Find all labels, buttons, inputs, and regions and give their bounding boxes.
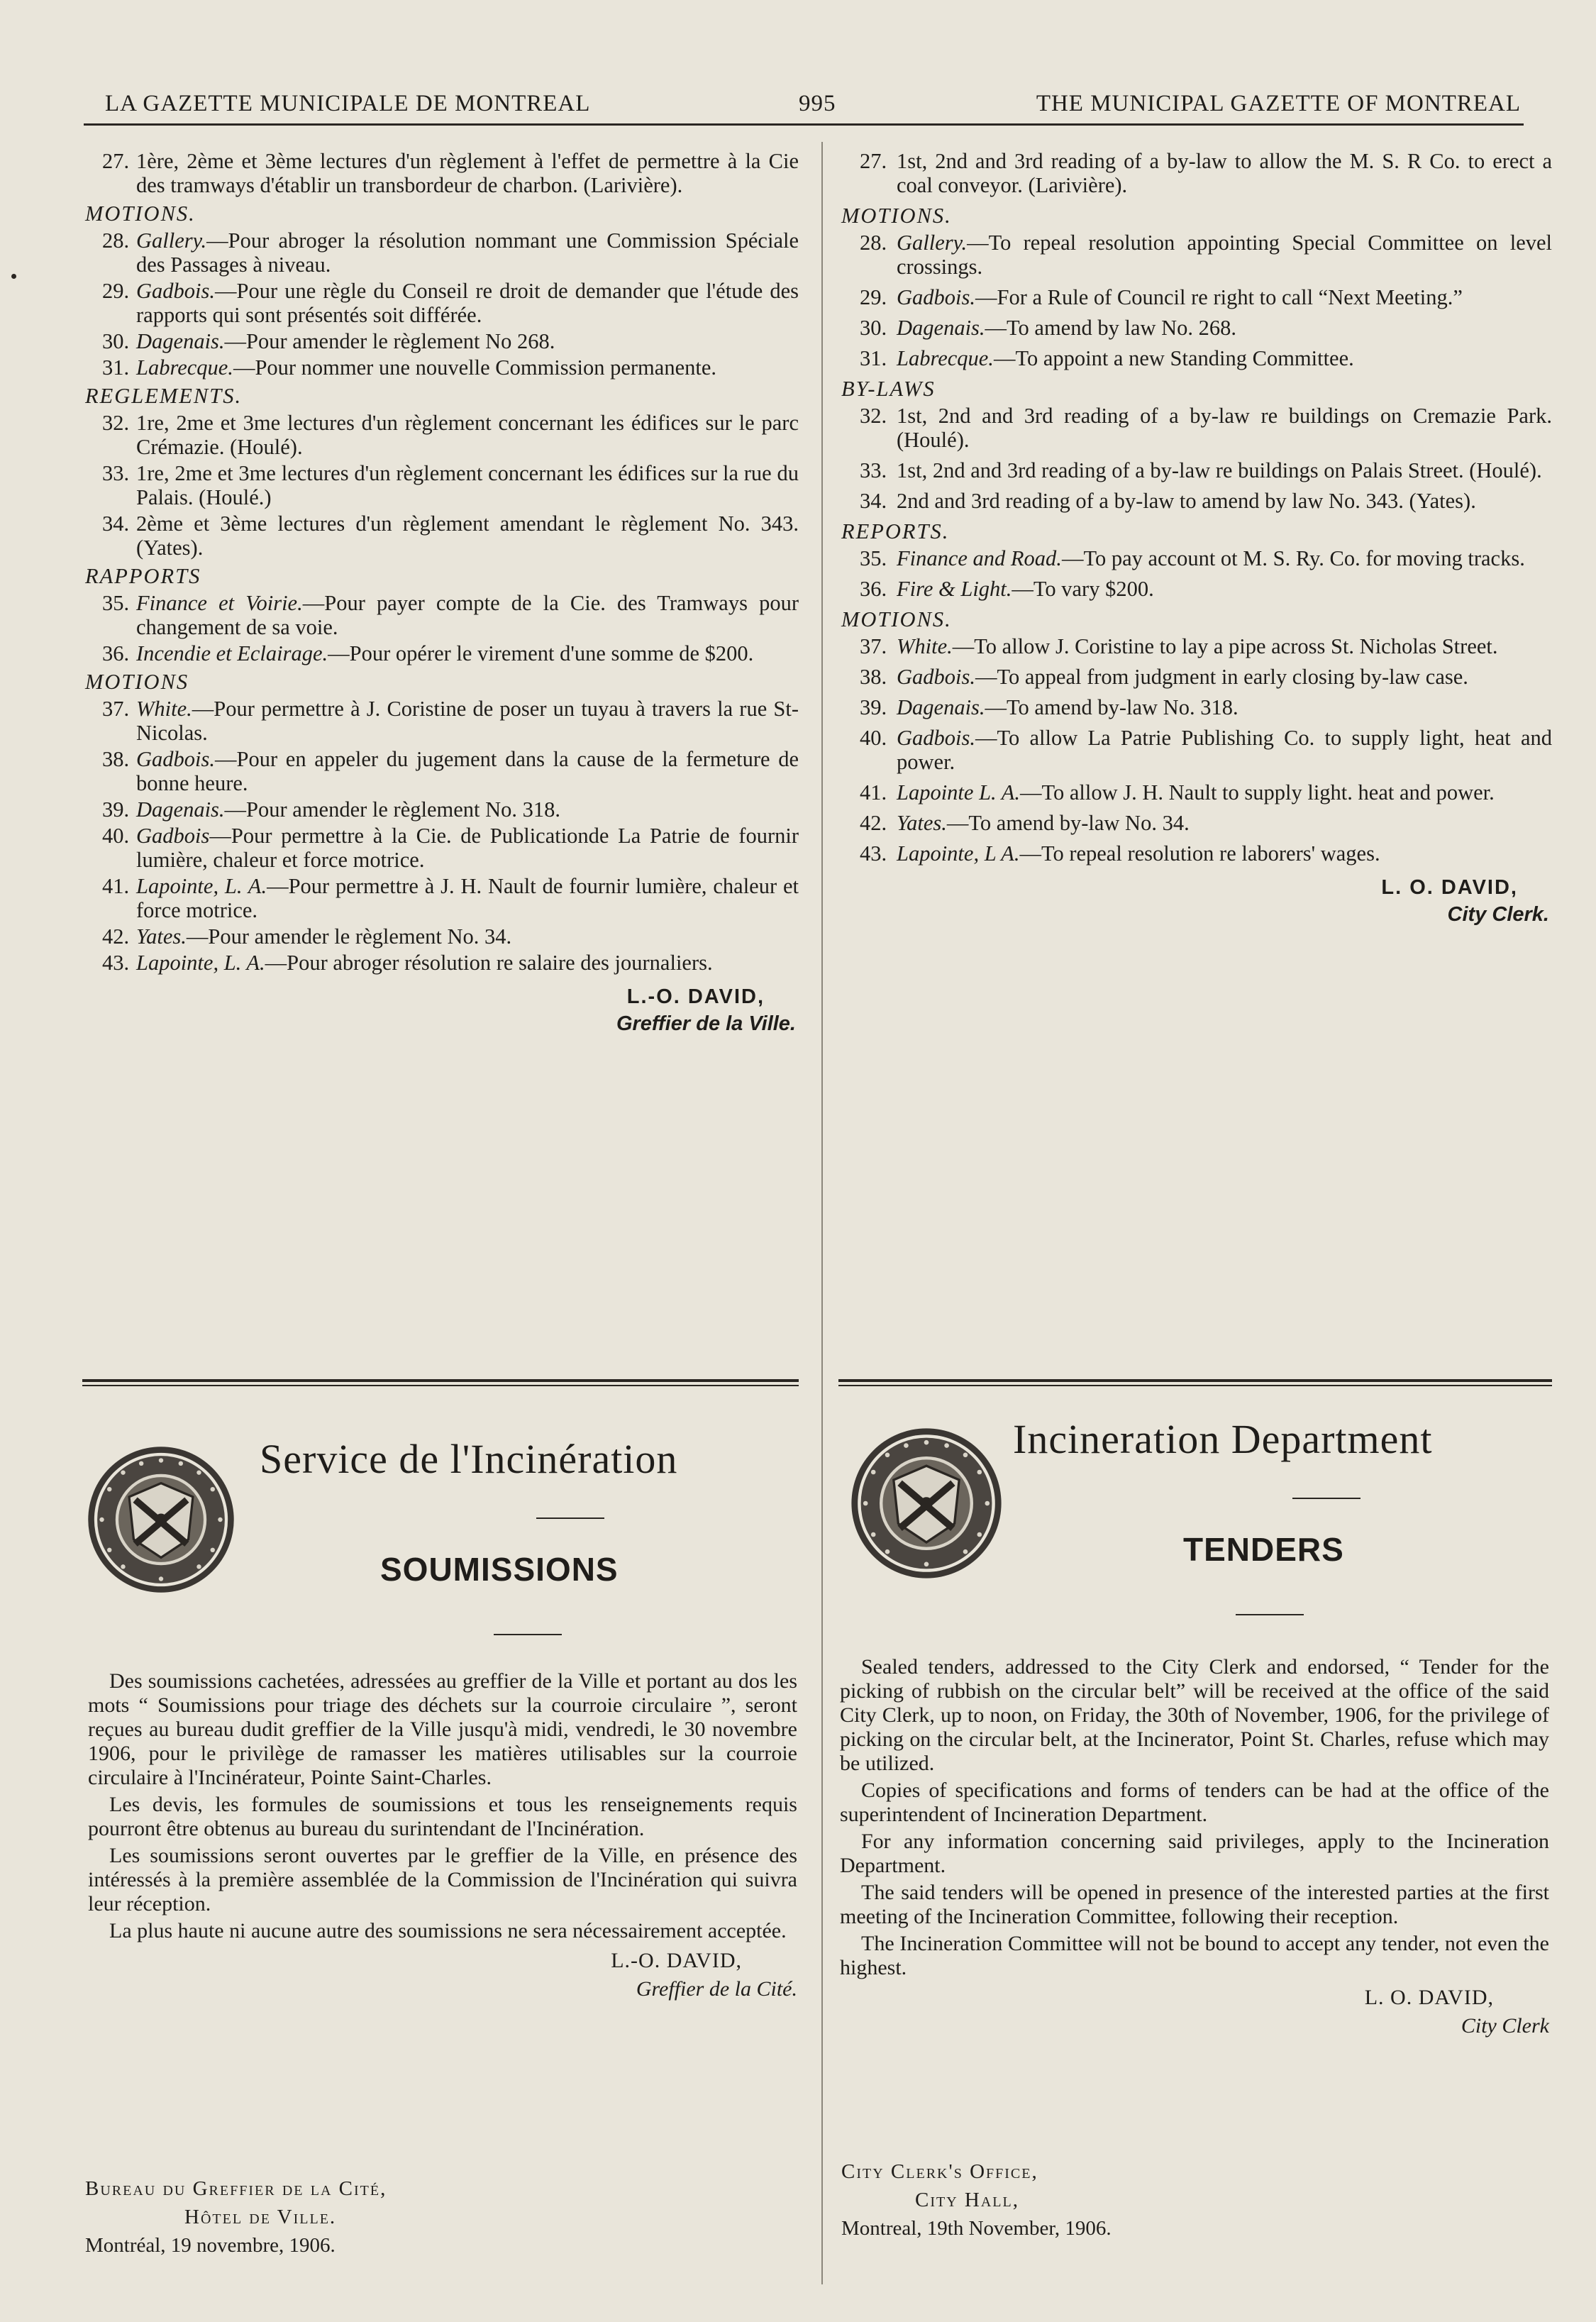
item-text bbox=[126, 355, 799, 380]
councillor-name: Incendie et Eclairage. bbox=[136, 641, 328, 665]
item-body: —Pour permettre à la Cie. de Publicationde La Patrie de fournir lumière, chaleur et force motrice. bbox=[136, 824, 799, 872]
en-notice-paragraph: Sealed tenders, addressed to the City Clerk and endorsed, “ Tender for the picking of rubbish on the circular belt” will be received at the office of the said City Clerk, up to noon, on Friday, the 30th of November, 1906, for the privilege of picking on the circular belt, at the Incinerator, Point St. Charles, refuse which may be utilized. bbox=[840, 1655, 1549, 1775]
item-body: 2ème et 3ème lectures d'un règlement amendant le règlement No. 343. (Yates). bbox=[136, 512, 799, 560]
fr-signature-name: L.-O. DAVID, bbox=[626, 985, 765, 1008]
agenda-item bbox=[81, 329, 799, 353]
agenda-item bbox=[81, 279, 799, 327]
fr-motions-list bbox=[81, 228, 799, 380]
agenda-item bbox=[837, 811, 1552, 835]
item-body: 1st, 2nd and 3rd reading of a by-law to allow the M. S. R Co. to erect a coal conveyor. (Larivière). bbox=[897, 149, 1552, 197]
fr-signature bbox=[81, 985, 799, 1036]
french-column bbox=[81, 149, 799, 1036]
fr-notice-signature-name: L.-O. DAVID, bbox=[611, 1949, 742, 1972]
en-motions2-heading: MOTIONS. bbox=[841, 607, 952, 631]
agenda-item bbox=[81, 697, 799, 745]
en-double-rule bbox=[838, 1379, 1552, 1386]
fr-notice-signature-title: Greffier de la Cité. bbox=[636, 1977, 797, 2001]
item-body: —Pour amender le règlement No. 318. bbox=[224, 797, 561, 822]
item-text bbox=[887, 577, 1552, 601]
item-text bbox=[126, 874, 799, 922]
item-number: 41. bbox=[860, 780, 887, 805]
item-number: 37. bbox=[860, 634, 887, 658]
item-number: 36. bbox=[860, 577, 887, 601]
item-number: 35. bbox=[860, 546, 887, 570]
item-body: —To appoint a new Standing Committee. bbox=[993, 346, 1354, 370]
item-body: —Pour abroger résolution re salaire des journaliers. bbox=[265, 951, 713, 975]
fr-motions-heading: MOTIONS. bbox=[85, 201, 196, 226]
item-body: —Pour payer compte de la Cie. des Tramways pour changement de sa voie. bbox=[136, 591, 799, 639]
header-title-fr: LA GAZETTE MUNICIPALE DE MONTREAL bbox=[105, 91, 591, 116]
en-notice-signature-title: City Clerk bbox=[1461, 2014, 1549, 2038]
agenda-item bbox=[81, 797, 799, 822]
page-number: 995 bbox=[799, 91, 836, 116]
item-text bbox=[887, 811, 1552, 835]
item-number: 33. bbox=[860, 458, 887, 482]
agenda-item bbox=[81, 228, 799, 277]
item-number: 28. bbox=[102, 228, 130, 253]
agenda-item bbox=[837, 695, 1552, 719]
councillor-name: Labrecque. bbox=[897, 346, 994, 370]
councillor-name: Gadbois. bbox=[897, 726, 975, 750]
en-notice-paragraph: The Incineration Committee will not be bound to accept any tender, not even the highest. bbox=[840, 1932, 1549, 1979]
item-text bbox=[887, 489, 1552, 513]
item-body: —To allow J. Coristine to lay a pipe across St. Nicholas Street. bbox=[952, 634, 1498, 658]
item-body: —Pour amender le règlement No. 34. bbox=[186, 924, 512, 949]
item-text bbox=[126, 279, 799, 327]
agenda-item bbox=[837, 546, 1552, 570]
item-number: 36. bbox=[102, 641, 130, 665]
item-body: —Pour une règle du Conseil re droit de demander que l'étude des rapports qui sont présentés soit différée. bbox=[136, 279, 799, 327]
item-number: 32. bbox=[860, 404, 887, 428]
agenda-item bbox=[837, 841, 1552, 866]
city-seal-icon bbox=[85, 1444, 237, 1596]
agenda-item bbox=[837, 285, 1552, 309]
en-notice-paragraph: The said tenders will be opened in presence of the interested parties at the first meeting of the Incineration Committee, following their reception. bbox=[840, 1881, 1549, 1928]
fr-office-line: Bureau du Greffier de la Cité, bbox=[85, 2177, 387, 2200]
fr-subtitle-rule bbox=[494, 1634, 562, 1635]
item-text bbox=[887, 404, 1552, 452]
item-text bbox=[126, 797, 799, 822]
item-body: —Pour amender le règlement No 268. bbox=[224, 329, 555, 353]
item-number: 34. bbox=[102, 512, 130, 536]
item-body: 1st, 2nd and 3rd reading of a by-law re buildings on Palais Street. (Houlé). bbox=[897, 458, 1542, 482]
item-text bbox=[126, 149, 799, 197]
councillor-name: Fire & Light. bbox=[897, 577, 1012, 601]
agenda-item bbox=[837, 665, 1552, 689]
fr-notice-paragraph: Les soumissions seront ouvertes par le greffier de la Ville, en présence des intéressés à la première assemblée de la Commission de l'Incinération qui suivra leur réception. bbox=[88, 1844, 797, 1915]
fr-notice-paragraph: La plus haute ni aucune autre des soumissions ne sera nécessairement acceptée. bbox=[109, 1919, 787, 1942]
councillor-name: Lapointe, L A. bbox=[897, 841, 1020, 866]
item-number: 40. bbox=[102, 824, 130, 848]
item-text bbox=[126, 697, 799, 745]
item-number: 28. bbox=[860, 231, 887, 255]
councillor-name: Yates. bbox=[136, 924, 187, 949]
en-notice-signature bbox=[840, 1986, 1549, 2038]
en-notice-subtitle: TENDERS bbox=[1183, 1531, 1344, 1568]
agenda-item bbox=[837, 780, 1552, 805]
item-text bbox=[126, 461, 799, 509]
item-body: —To amend by-law No. 318. bbox=[985, 695, 1238, 719]
item-body: 1re, 2me et 3me lectures d'un règlement concernant les édifices sur la rue du Palais. (Houlé.) bbox=[136, 461, 799, 509]
agenda-item bbox=[81, 951, 799, 975]
en-signature-title: City Clerk. bbox=[1447, 903, 1549, 926]
councillor-name: Gallery. bbox=[897, 231, 968, 255]
en-motions2-list bbox=[837, 634, 1552, 866]
councillor-name: Gadbois. bbox=[897, 285, 975, 309]
item-body: —To vary $200. bbox=[1012, 577, 1154, 601]
item-body: —Pour nommer une nouvelle Commission permanente. bbox=[233, 355, 716, 380]
item-number: 41. bbox=[102, 874, 130, 898]
agenda-item bbox=[837, 489, 1552, 513]
city-seal-icon bbox=[848, 1425, 1004, 1581]
item-text bbox=[887, 841, 1552, 866]
item-number: 43. bbox=[860, 841, 887, 866]
agenda-item bbox=[837, 346, 1552, 370]
item-text bbox=[126, 591, 799, 639]
en-reports-list bbox=[837, 546, 1552, 601]
item-number: 27. bbox=[102, 149, 130, 173]
en-office-date: Montreal, 19th November, 1906. bbox=[841, 2217, 1112, 2240]
en-notice-signature-name: L. O. DAVID, bbox=[1364, 1986, 1494, 2009]
item-body: —To allow J. H. Nault to supply light. heat and power. bbox=[1020, 780, 1495, 805]
fr-notice-subtitle: SOUMISSIONS bbox=[380, 1551, 619, 1588]
item-body: —Pour en appeler du jugement dans la cause de la fermeture de bonne heure. bbox=[136, 747, 799, 795]
en-notice-paragraph: For any information concerning said privileges, apply to the Incineration Department. bbox=[840, 1830, 1549, 1877]
en-motions-list bbox=[837, 231, 1552, 370]
item-body: —Pour abroger la résolution nommant une Commission Spéciale des Passages à niveau. bbox=[136, 228, 799, 277]
agenda-item bbox=[81, 411, 799, 459]
item-text bbox=[126, 641, 799, 665]
item-number: 43. bbox=[102, 951, 130, 975]
item-number: 35. bbox=[102, 591, 130, 615]
running-header bbox=[105, 91, 1521, 119]
item-text bbox=[126, 924, 799, 949]
en-bylaws-list bbox=[837, 404, 1552, 513]
agenda-item bbox=[81, 924, 799, 949]
item-number: 39. bbox=[860, 695, 887, 719]
councillor-name: Yates. bbox=[897, 811, 947, 835]
item-body: —To amend by law No. 268. bbox=[985, 316, 1237, 340]
en-reports-heading: REPORTS. bbox=[841, 519, 950, 543]
header-rule bbox=[84, 123, 1524, 126]
item-number: 38. bbox=[860, 665, 887, 689]
fr-motions2-heading: MOTIONS bbox=[85, 670, 189, 694]
councillor-name: Lapointe L. A. bbox=[897, 780, 1020, 805]
agenda-item bbox=[81, 512, 799, 560]
item-body: —For a Rule of Council re right to call “Next Meeting.” bbox=[975, 285, 1463, 309]
en-notice-body bbox=[840, 1655, 1549, 2038]
fr-reglements-heading: REGLEMENTS. bbox=[85, 384, 243, 408]
en-notice-paragraph: Copies of specifications and forms of tenders can be had at the office of the superintendent of Incineration Department. bbox=[840, 1779, 1549, 1826]
item-number: 38. bbox=[102, 747, 130, 771]
item-text bbox=[126, 747, 799, 795]
fr-office-line: Hôtel de Ville. bbox=[184, 2206, 337, 2228]
councillor-name: White. bbox=[897, 634, 953, 658]
item-body: 1re, 2me et 3me lectures d'un règlement concernant les édifices sur le parc Crémazie. (Houlé). bbox=[136, 411, 799, 459]
fr-office-date: Montréal, 19 novembre, 1906. bbox=[85, 2234, 336, 2257]
agenda-item bbox=[837, 149, 1552, 197]
en-title-rule bbox=[1292, 1498, 1361, 1499]
agenda-item bbox=[81, 641, 799, 665]
fr-office-address bbox=[85, 2174, 387, 2260]
en-intro-list bbox=[837, 149, 1552, 197]
councillor-name: Gadbois bbox=[136, 824, 210, 848]
column-divider bbox=[821, 142, 823, 2284]
agenda-item bbox=[81, 874, 799, 922]
item-text bbox=[887, 726, 1552, 774]
en-notice-title: Incineration Department bbox=[1013, 1416, 1433, 1462]
item-number: 31. bbox=[102, 355, 130, 380]
councillor-name: Lapointe, L. A. bbox=[136, 951, 265, 975]
en-signature-name: L. O. DAVID, bbox=[1381, 876, 1518, 899]
en-signature bbox=[837, 875, 1552, 927]
fr-signature-title: Greffier de la Ville. bbox=[616, 1012, 796, 1035]
item-number: 30. bbox=[860, 316, 887, 340]
header-title-en: THE MUNICIPAL GAZETTE OF MONTREAL bbox=[1036, 91, 1521, 116]
item-body: —Pour opérer le virement d'une somme de $200. bbox=[328, 641, 754, 665]
councillor-name: Labrecque. bbox=[136, 355, 233, 380]
item-text bbox=[126, 228, 799, 277]
en-office-line: City Clerk's Office, bbox=[841, 2160, 1038, 2183]
item-text bbox=[887, 285, 1552, 309]
item-text bbox=[887, 346, 1552, 370]
en-bylaws-heading: BY-LAWS bbox=[841, 377, 936, 401]
item-body: 1ère, 2ème et 3ème lectures d'un règlement à l'effet de permettre à la Cie des tramways d'établir un transbordeur de charbon. (Larivière). bbox=[136, 149, 799, 197]
agenda-item bbox=[81, 824, 799, 872]
item-body: —To repeal resolution appointing Special Committee on level crossings. bbox=[897, 231, 1552, 279]
fr-double-rule bbox=[82, 1379, 799, 1386]
item-body: —To pay account ot M. S. Ry. Co. for moving tracks. bbox=[1061, 546, 1525, 570]
item-body: —Pour permettre à J. H. Nault de fournir lumière, chaleur et force motrice. bbox=[136, 874, 799, 922]
agenda-item bbox=[81, 149, 799, 197]
en-subtitle-rule bbox=[1236, 1614, 1304, 1615]
item-number: 39. bbox=[102, 797, 130, 822]
fr-motions2-list bbox=[81, 697, 799, 975]
agenda-item bbox=[837, 231, 1552, 279]
item-number: 29. bbox=[860, 285, 887, 309]
fr-intro-list bbox=[81, 149, 799, 197]
item-number: 27. bbox=[860, 149, 887, 173]
item-text bbox=[126, 329, 799, 353]
item-text bbox=[887, 316, 1552, 340]
councillor-name: Gallery. bbox=[136, 228, 207, 253]
councillor-name: White. bbox=[136, 697, 192, 721]
item-number: 32. bbox=[102, 411, 130, 435]
item-number: 34. bbox=[860, 489, 887, 513]
item-text bbox=[887, 665, 1552, 689]
fr-rapports-heading: RAPPORTS bbox=[85, 564, 201, 588]
item-body: —To amend by-law No. 34. bbox=[946, 811, 1190, 835]
agenda-item bbox=[81, 355, 799, 380]
councillor-name: Gadbois. bbox=[897, 665, 975, 689]
item-text bbox=[887, 780, 1552, 805]
item-body: —To repeal resolution re laborers' wages. bbox=[1019, 841, 1380, 866]
item-number: 42. bbox=[860, 811, 887, 835]
councillor-name: Finance and Road. bbox=[897, 546, 1062, 570]
fr-notice-body bbox=[88, 1669, 797, 2001]
en-office-line: City Hall, bbox=[915, 2189, 1019, 2211]
fr-notice-paragraph: Des soumissions cachetées, adressées au greffier de la Ville et portant au dos les mots “ Soumissions pour triage des déchets sur la courroie circulaire ”, seront reçues au bureau dudit greffier de la Ville jusqu'à midi, vendredi, le 30 novembre 1906, pour le privilège de ramasser les matières utilisables sur la courroie circulaire à l'Incinérateur, Pointe Saint-Charles. bbox=[88, 1669, 797, 1789]
item-text bbox=[887, 149, 1552, 197]
item-text bbox=[126, 411, 799, 459]
agenda-item bbox=[81, 747, 799, 795]
councillor-name: Dagenais. bbox=[897, 695, 985, 719]
item-text bbox=[887, 546, 1552, 570]
item-number: 33. bbox=[102, 461, 130, 485]
agenda-item bbox=[81, 591, 799, 639]
agenda-item bbox=[837, 458, 1552, 482]
agenda-item bbox=[81, 461, 799, 509]
agenda-item bbox=[837, 634, 1552, 658]
councillor-name: Gadbois. bbox=[136, 279, 215, 303]
councillor-name: Dagenais. bbox=[897, 316, 985, 340]
fr-notice-paragraph: Les devis, les formules de soumissions et tous les renseignements requis pourront être obtenus au bureau du surintendant de l'Incinération. bbox=[88, 1793, 797, 1840]
en-motions-heading: MOTIONS. bbox=[841, 204, 952, 228]
councillor-name: Dagenais. bbox=[136, 329, 225, 353]
fr-reglements-list bbox=[81, 411, 799, 560]
agenda-item bbox=[837, 404, 1552, 452]
agenda-item bbox=[837, 577, 1552, 601]
item-text bbox=[887, 634, 1552, 658]
councillor-name: Dagenais. bbox=[136, 797, 225, 822]
margin-dot bbox=[11, 274, 16, 279]
fr-rapports-list bbox=[81, 591, 799, 665]
item-text bbox=[887, 231, 1552, 279]
item-body: —To appeal from judgment in early closing by-law case. bbox=[975, 665, 1468, 689]
item-number: 29. bbox=[102, 279, 130, 303]
item-number: 42. bbox=[102, 924, 130, 949]
item-number: 30. bbox=[102, 329, 130, 353]
item-body: 1st, 2nd and 3rd reading of a by-law re buildings on Cremazie Park. (Houlé). bbox=[897, 404, 1552, 452]
item-text bbox=[126, 951, 799, 975]
item-body: —To allow La Patrie Publishing Co. to supply light, heat and power. bbox=[897, 726, 1552, 774]
fr-notice-title: Service de l'Incinération bbox=[260, 1436, 678, 1482]
agenda-item bbox=[837, 726, 1552, 774]
en-office-address bbox=[841, 2157, 1112, 2243]
item-body: 2nd and 3rd reading of a by-law to amend by law No. 343. (Yates). bbox=[897, 489, 1476, 513]
fr-notice-signature bbox=[88, 1949, 797, 2001]
item-body: —Pour permettre à J. Coristine de poser un tuyau à travers la rue St-Nicolas. bbox=[136, 697, 799, 745]
fr-title-rule bbox=[536, 1517, 604, 1519]
item-text bbox=[887, 695, 1552, 719]
item-number: 37. bbox=[102, 697, 130, 721]
item-text bbox=[126, 512, 799, 560]
english-column bbox=[837, 149, 1552, 927]
councillor-name: Lapointe, L. A. bbox=[136, 874, 267, 898]
agenda-item bbox=[837, 316, 1552, 340]
item-number: 40. bbox=[860, 726, 887, 750]
item-number: 31. bbox=[860, 346, 887, 370]
item-text bbox=[126, 824, 799, 872]
item-text bbox=[887, 458, 1552, 482]
councillor-name: Finance et Voirie. bbox=[136, 591, 303, 615]
councillor-name: Gadbois. bbox=[136, 747, 215, 771]
